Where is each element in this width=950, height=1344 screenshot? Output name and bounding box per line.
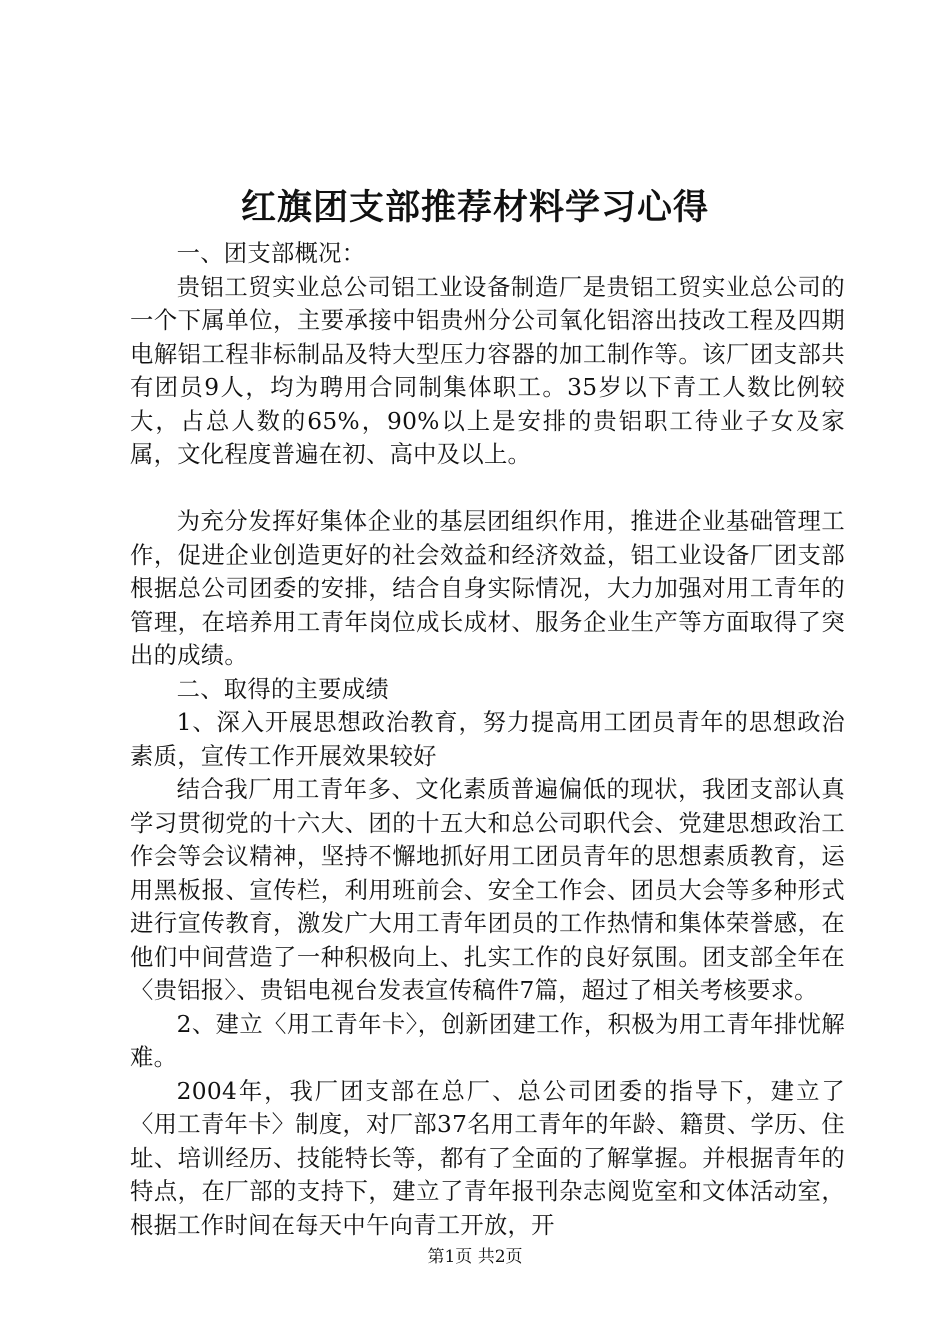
paragraph-political-education: 结合我厂用工青年多、文化素质普遍偏低的现状，我团支部认真学习贯彻党的十六大、团的十五大和总公司职代会、党建思想政治工作会等会议精神，坚持不懈地抓好用工团员青年的思想素质教育，运用黑板报、宣传栏，利用班前会、安全工作会、团员大会等多种形式进行宣传教育，激发广大用工青年团员的工作热情和集体荣誉感，在他们中间营造了一种积极向上、扎实工作的良好氛围。团支部全年在〈贵铝报〉、贵铝电视台发表宣传稿件7篇，超过了相关考核要求。 [130,776,845,1004]
paragraph-overview: 贵铝工贸实业总公司铝工业设备制造厂是贵铝工贸实业总公司的一个下属单位，主要承接中铝贵州分公司氧化铝溶出技改工程及四期电解铝工程非标制品及特大型压力容器的加工制作等。该厂团支部共有团员9人，均为聘用合同制集体职工。35岁以下青工人数比例较大，占总人数的65%，90%以上是安排的贵铝职工待业子女及家属，文化程度普遍在初、高中及以上。 [130,273,845,468]
paragraph-youth-card: 2004年，我厂团支部在总厂、总公司团委的指导下，建立了〈用工青年卡〉制度，对厂部37名用工青年的年龄、籍贯、学历、住址、培训经历、技能特长等，都有了全面的了解掌握。并根据青年的特点，在厂部的支持下，建立了青年报刊杂志阅览室和文体活动室，根据工作时间在每天中午向青工开放，开 [130,1077,845,1239]
paragraph-purpose: 为充分发挥好集体企业的基层团组织作用，推进企业基础管理工作，促进企业创造更好的社会效益和经济效益，铝工业设备厂团支部根据总公司团委的安排，结合自身实际情况，大力加强对用工青年的管理，在培养用工青年岗位成长成材、服务企业生产等方面取得了突出的成绩。 [130,508,845,669]
subheading-political-education: 1、深入开展思想政治教育，努力提高用工团员青年的思想政治素质，宣传工作开展效果较好 [130,709,845,770]
subheading-youth-card: 2、建立〈用工青年卡〉，创新团建工作，积极为用工青年排忧解难。 [130,1010,845,1071]
section-heading-achievements: 二、取得的主要成绩 [176,675,389,703]
document-body [130,237,845,1242]
page-footer: 第1页 共2页 [427,1247,523,1267]
document-title: 红旗团支部推荐材料学习心得 [240,187,709,228]
section-heading-overview: 一、团支部概况： [176,240,366,267]
